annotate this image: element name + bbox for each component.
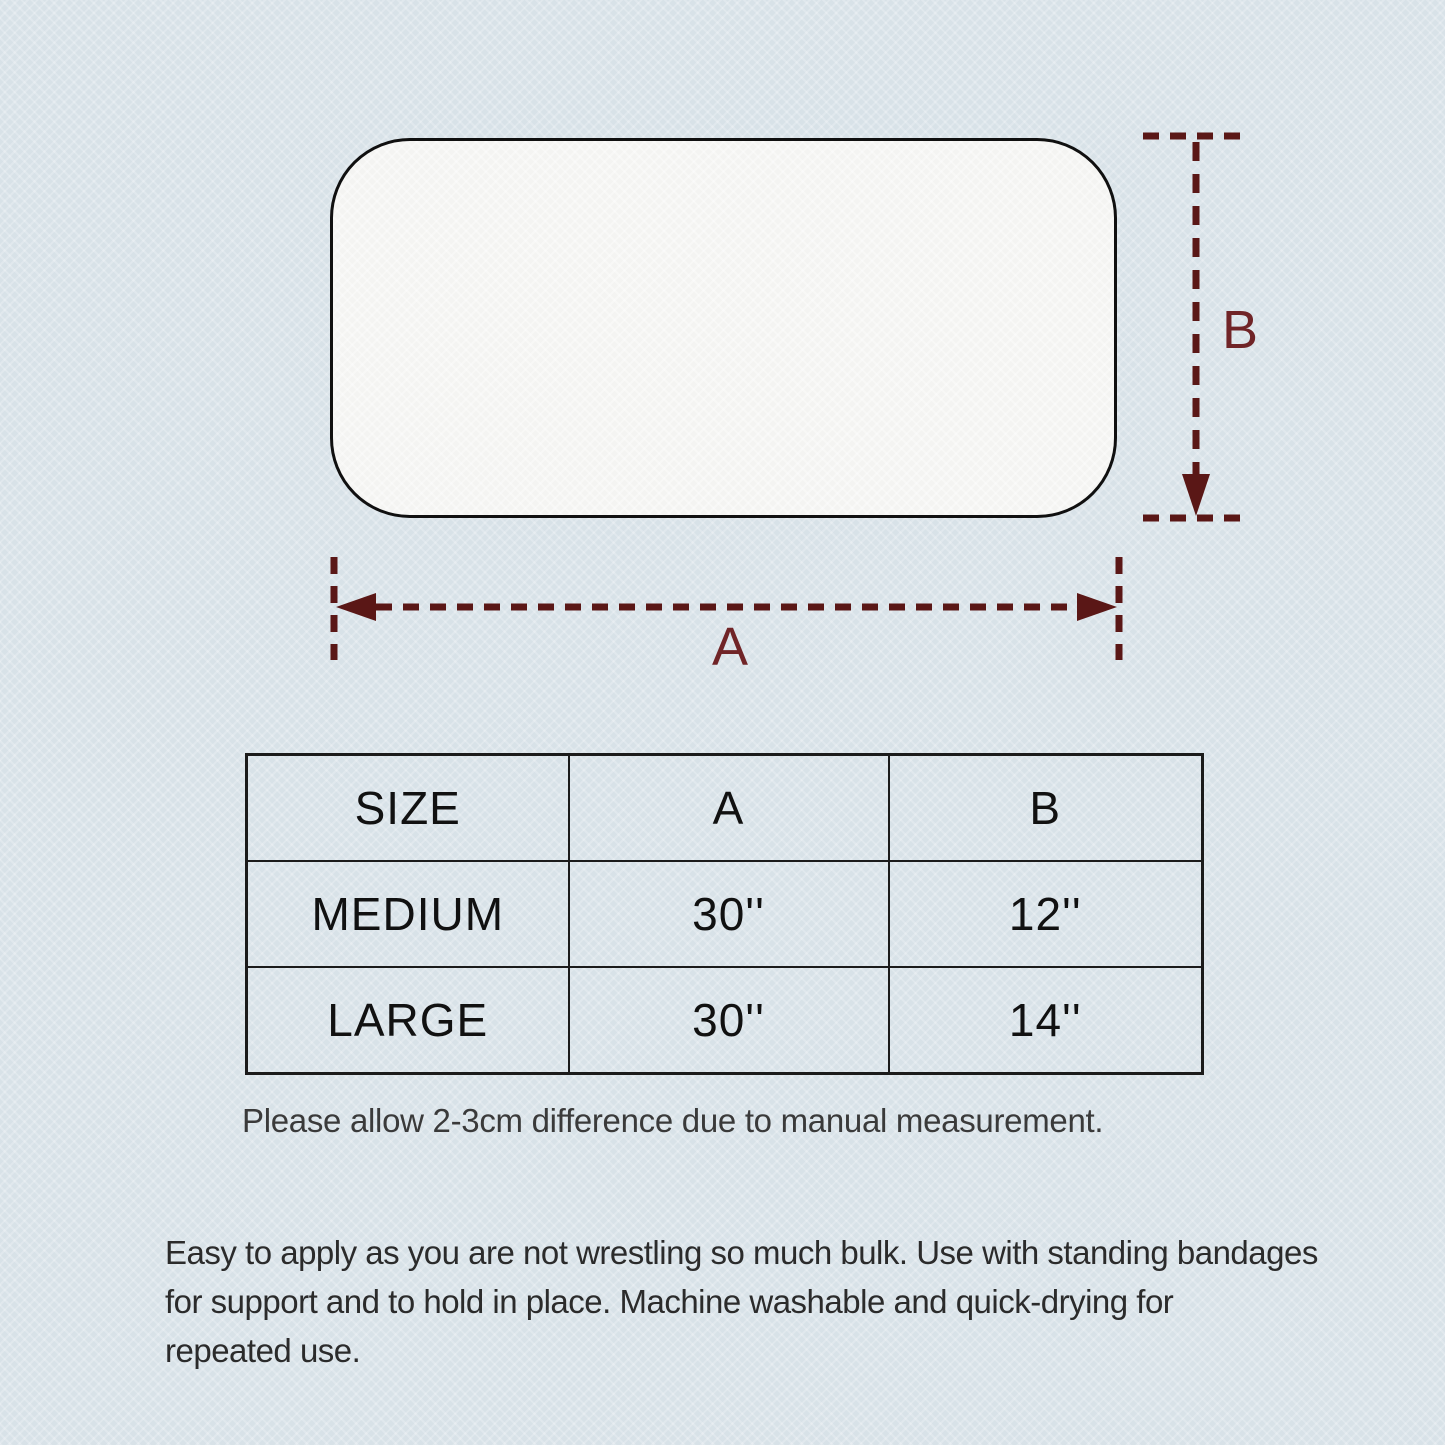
header-cell-a: A bbox=[569, 755, 889, 862]
table-row-medium bbox=[247, 861, 1203, 967]
dim-b-arrowhead-down bbox=[1182, 474, 1210, 516]
header-cell-b: B bbox=[889, 755, 1203, 862]
dimension-label-b: B bbox=[1222, 300, 1259, 360]
cell-medium-b: 12'' bbox=[889, 861, 1203, 967]
size-table-container bbox=[245, 753, 1204, 1075]
cell-large-b: 14'' bbox=[889, 967, 1203, 1074]
description-line-1: Easy to apply as you are not wrestling so much bulk. Use with standing bandages bbox=[165, 1234, 1318, 1271]
cell-medium-label: MEDIUM bbox=[247, 861, 569, 967]
description-line-3: repeated use. bbox=[165, 1332, 361, 1369]
product-pad-shape bbox=[330, 138, 1117, 518]
header-cell-size: SIZE bbox=[247, 755, 569, 862]
size-table-header-row bbox=[247, 755, 1203, 862]
dimension-label-a: A bbox=[712, 617, 749, 677]
size-table bbox=[245, 753, 1204, 1075]
cell-medium-a: 30'' bbox=[569, 861, 889, 967]
measurement-note: Please allow 2-3cm difference due to manual measurement. bbox=[242, 1102, 1104, 1139]
table-row-large bbox=[247, 967, 1203, 1074]
cell-large-a: 30'' bbox=[569, 967, 889, 1074]
product-description bbox=[165, 1228, 1318, 1375]
description-line-2: for support and to hold in place. Machine washable and quick-drying for bbox=[165, 1283, 1174, 1320]
cell-large-label: LARGE bbox=[247, 967, 569, 1074]
dim-a-arrowhead-left bbox=[336, 593, 376, 621]
dim-a-arrowhead-right bbox=[1077, 593, 1117, 621]
